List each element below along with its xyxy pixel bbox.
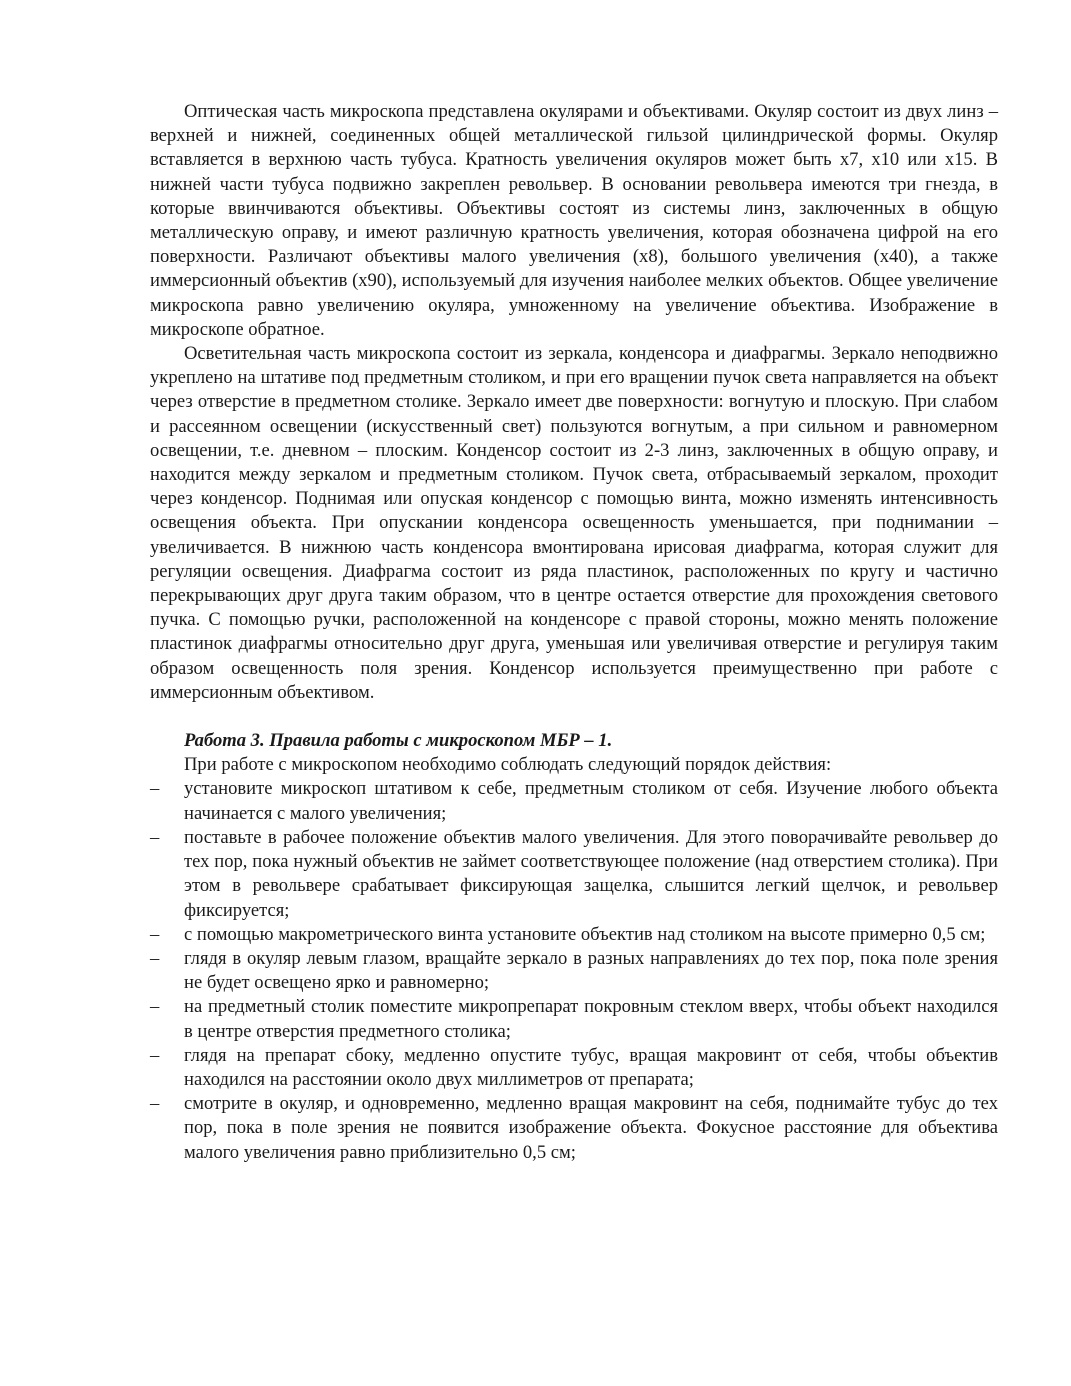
document-page [150,100,998,1165]
section-heading: Работа 3. Правила работы с микроскопом МБР – 1. [184,730,613,752]
list-item [150,947,998,995]
list-item-text: глядя на препарат сбоку, медленно опустите тубус, вращая макровинт от себя, чтобы объектив находился на расстоянии около двух миллиметров от препарата; [184,1044,998,1090]
list-dash: – [150,996,160,1018]
list-item-text: смотрите в окуляр, и одновременно, медленно вращая макровинт на себя, поднимайте тубус до тех пор, пока в поле зрения не появится изображение объекта. Фокусное расстояние для объектива малого увеличения равно приблизительно 0,5 см; [184,1093,998,1163]
list-item [150,923,998,947]
paragraph-lighting-part: Осветительная часть микроскопа состоит из зеркала, конденсора и диафрагмы. Зеркало неподвижно укреплено на штативе под предметным столиком, и при его вращении пучок света направляется на объект через отверстие в предметном столике. Зеркало имеет две поверхности: вогнутую и плоскую. При слабом и рассеянном освещении (искусственный свет) пользуются вогнутым, а при сильном и равномерном освещении, т.е. дневном – плоским. Конденсор состоит из 2-3 линз, заключенных в общую оправу, и находится между зеркалом и предметным столиком. Пучок света, отбрасываемый зеркалом, проходит через конденсор. Поднимая или опуская конденсор с помощью винта, можно изменять интенсивность освещения объекта. При опускании конденсора освещенность уменьшается, при поднимании – увеличивается. В нижнюю часть конденсора вмонтирована ирисовая диафрагма, которая служит для регуляции освещения. Диафрагма состоит из ряда пластинок, расположенных по кругу и частично перекрывающих друг друга таким образом, что в центре остается отверстие для прохождения светового пучка. С помощью ручки, расположенной на конденсоре с правой стороны, можно менять положение пластинок диафрагмы относительно друг друга, уменьшая или увеличивая отверстие и регулируя таким образом освещенность поля зрения. Конденсор используется преимущественно при работе с иммерсионным объективом. [150,343,998,703]
paragraph-optical-part: Оптическая часть микроскопа представлена окулярами и объективами. Окуляр состоит из двух линз – верхней и нижней, соединенных общей металлической гильзой цилиндрической формы. Окуляр вставляется в верхнюю часть тубуса. Кратность увеличения окуляров может быть х7, х10 или х15. В нижней части тубуса подвижно закреплен револьвер. В основании револьвера имеются три гнезда, в которые ввинчиваются объективы. Объективы состоят из системы линз, заключенных в общую металлическую оправу, и имеют различную кратность увеличения, которая обозначена цифрой на его поверхности. Различают объективы малого увеличения (х8), большого увеличения (х40), а также иммерсионный объектив (х90), используемый для изучения наиболее мелких объектов. Общее увеличение микроскопа равно увеличению окуляра, умноженному на увеличение объектива. Изображение в микроскопе обратное. [150,101,998,340]
list-item [150,995,998,1043]
list-dash: – [150,826,160,848]
list-item-text: глядя в окуляр левым глазом, вращайте зеркало в разных направлениях до тех пор, пока поле зрения не будет освещено ярко и равномерно; [184,947,998,994]
list-dash: – [150,1044,160,1066]
section-intro: При работе с микроскопом необходимо соблюдать следующий порядок действия: [184,754,832,776]
list-item-text: с помощью макрометрического винта установите объектив над столиком на высоте примерно 0,5 см; [184,923,986,945]
steps-list [150,777,998,1164]
list-dash: – [150,923,160,945]
list-dash: – [150,947,160,969]
list-item-text: на предметный столик поместите микропрепарат покровным стеклом вверх, чтобы объект находился в центре отверстия предметного столика; [184,996,998,1042]
list-item-text: поставьте в рабочее положение объектив малого увеличения. Для этого поворачивайте револьвер до тех пор, пока нужный объектив не займет соответствующее положение (над отверстием столика). При этом в револьвере срабатывает фиксирующая защелка, слышится легкий щелчок, и револьвер фиксируется; [184,826,998,921]
list-dash: – [150,1093,160,1115]
list-item [150,826,998,923]
list-item [150,1044,998,1092]
list-item [150,777,998,825]
list-item [150,1092,998,1165]
list-dash: – [150,778,160,800]
list-item-text: установите микроскоп штативом к себе, предметным столиком от себя. Изучение любого объекта начинается с малого увеличения; [184,778,998,824]
